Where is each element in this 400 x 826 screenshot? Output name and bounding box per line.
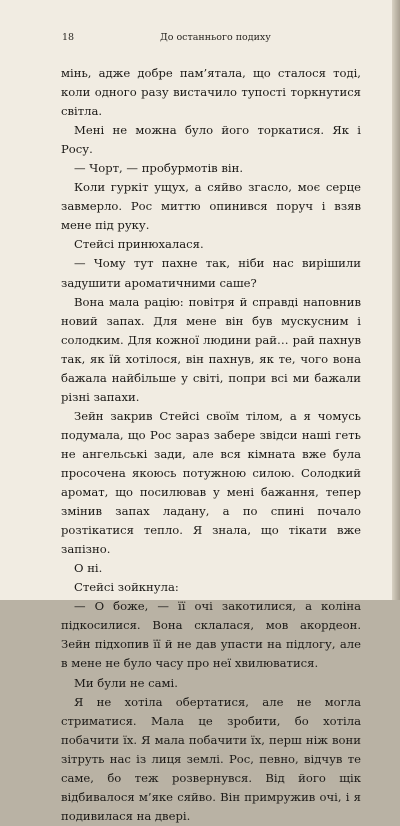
- body-text: [61, 64, 361, 826]
- page-edge: [392, 0, 400, 600]
- paragraph: — Чому тут пахне так, ніби нас вирішили задушити ароматичними саше?: [61, 256, 361, 290]
- paragraph: Зейн закрив Стейсі своїм тілом, а я чомусь подумала, що Рос зараз забере звідси наші геть не ангельські зади, але вся кімната вже була просочена якоюсь потужною силою. Солодкий аромат, що посилював у мені бажання, тепер змінив запах ладану, а по спині почало розтікатися тепло. Я знала, що тікати вже запізно.: [61, 408, 361, 557]
- page-number: 18: [62, 32, 75, 43]
- paragraph: Коли гуркіт ущух, а сяйво згасло, моє серце завмерло. Рос миттю опинився поруч і взяв мене під руку.: [61, 180, 361, 233]
- running-title: До останнього подиху: [160, 32, 271, 43]
- paragraph: мінь, адже добре пам’ятала, що сталося тоді, коли одного разу вистачило тупості торкнутися світла.: [61, 66, 361, 119]
- paragraph: — Чорт, — пробурмотів він.: [74, 161, 244, 176]
- paragraph: Вона мала рацію: повітря й справді наповнив новий запах. Для мене він був мускусним і солодким. Для кожної людини рай… рай пахнув так, як їй хотілося, він пахнув, як те, чого вона бажала найбільше у світі, попри всі ми бажали різні запахи.: [61, 294, 361, 404]
- paragraph: Мені не можна було його торкатися. Як і Росу.: [61, 123, 361, 157]
- paragraph: Стейсі принюхалася.: [74, 237, 204, 252]
- paragraph: Ми були не самі.: [74, 675, 178, 690]
- paragraph: Я не хотіла обертатися, але не могла стриматися. Мала це зробити, бо хотіла побачити їх. Я мала побачити їх, перш ніж вони зітруть нас із лиця землі. Рос, певно, відчув те саме, бо теж розвернувся. Від його щік відбивалося м’яке сяйво. Він примружив очі, і я подивилася на двері.: [61, 694, 361, 823]
- paragraph: О ні.: [74, 561, 103, 576]
- paragraph: — О боже, — її очі закотилися, а коліна підкосилися. Вона склалася, мов акордеон. Зейн підхопив її й не дав упасти на підлогу, але в мене не було часу про неї хвилюватися.: [61, 599, 361, 671]
- paragraph: Стейсі зойкнула:: [74, 580, 179, 595]
- page-header: [0, 32, 392, 48]
